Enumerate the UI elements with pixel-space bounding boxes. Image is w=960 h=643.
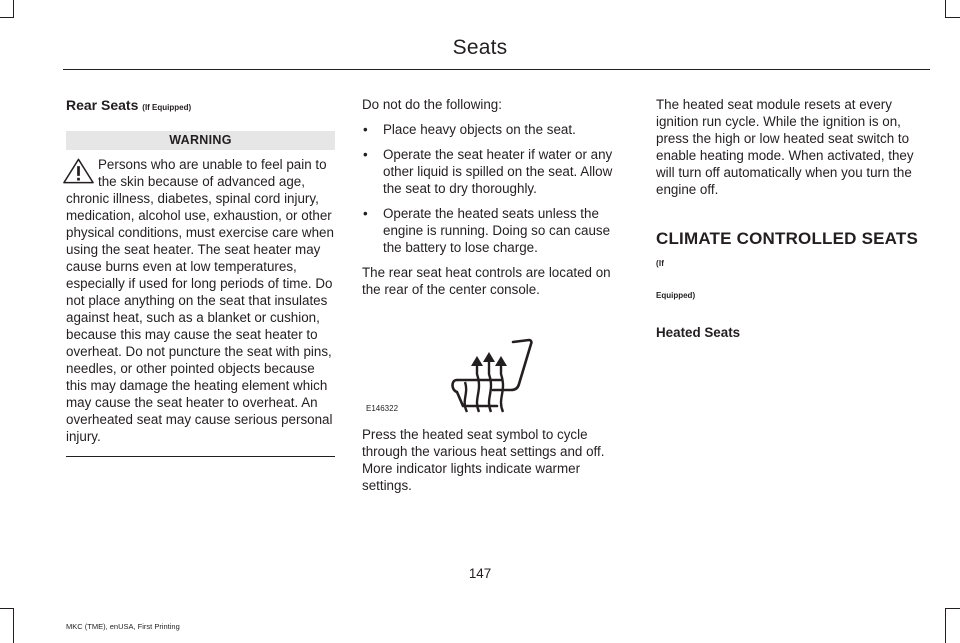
warning-rule [66, 456, 335, 457]
section-title-text: Rear Seats [66, 97, 139, 113]
bullet-icon: • [363, 147, 368, 162]
section-qualifier: (If Equipped) [142, 103, 192, 112]
column-middle [362, 96, 627, 494]
heated-seat-figure [362, 304, 627, 412]
do-not-intro: Do not do the following: [362, 97, 502, 112]
subsection-title-heated-seats: Heated Seats [656, 325, 741, 340]
list-item [362, 121, 627, 138]
bullet-icon: • [363, 122, 368, 137]
header-rule [63, 69, 930, 70]
section-qualifier-continued: Equipped) [656, 291, 696, 300]
printing-info: MKC (TME), enUSA, First Printing [66, 622, 180, 631]
section-qualifier: (If [656, 259, 665, 268]
do-not-list [362, 121, 627, 256]
section-title-rear-seats [66, 96, 335, 117]
column-right [656, 96, 928, 341]
module-reset-text: The heated seat module resets at every ignition run cycle. While the ignition is on, press the high or low heated seat switch to enable heating mode. When activated, they will turn off automatically when you turn the engine off. [656, 97, 914, 197]
bullet-icon: • [363, 206, 368, 221]
column-left [66, 96, 335, 457]
controls-location-text: The rear seat heat controls are located on the rear of the center console. [362, 265, 611, 297]
page-header-title: Seats [452, 36, 508, 59]
warning-box [66, 156, 335, 445]
crop-mark [0, 17, 14, 18]
heated-seat-icon [449, 334, 539, 414]
page-number: 147 [468, 566, 492, 581]
image-code: E146322 [366, 404, 399, 413]
crop-mark [945, 17, 960, 18]
crop-mark [945, 608, 960, 609]
warning-label: WARNING [66, 131, 335, 150]
warning-triangle-icon [62, 157, 95, 185]
crop-mark [0, 608, 14, 609]
list-item-text: Place heavy objects on the seat. [383, 122, 576, 137]
crop-mark [13, 608, 14, 643]
list-item [362, 146, 627, 197]
list-item-text: Operate the seat heater if water or any other liquid is spilled on the seat. Allow the seat to dry thoroughly. [383, 147, 613, 196]
section-title-climate-seats [656, 228, 928, 275]
list-item [362, 205, 627, 256]
list-item-text: Operate the heated seats unless the engine is running. Doing so can cause the battery to lose charge. [383, 206, 611, 255]
crop-mark [13, 0, 14, 18]
warning-text: Persons who are unable to feel pain to the skin because of advanced age, chronic illness, diabetes, spinal cord injury, medication, alcohol use, exhaustion, or other physical conditions, must exercise care when using the seat heater. The seat heater may cause burns even at low temperatures, especially if used for long periods of time. Do not place anything on the seat that insulates against heat, such as a blanket or cushion, because this may cause the seat heater to overheat. Do not puncture the seat with pins, needles, or other pointed objects because this may damage the heating element which may cause the seat heater to overheat. An overheated seat may cause serious personal injury. [66, 157, 334, 444]
press-symbol-text: Press the heated seat symbol to cycle through the various heat settings and off. More indicator lights indicate warmer settings. [362, 427, 605, 493]
crop-mark [945, 0, 946, 18]
crop-mark [945, 608, 946, 643]
section-title-text: CLIMATE CONTROLLED SEATS [656, 229, 918, 248]
